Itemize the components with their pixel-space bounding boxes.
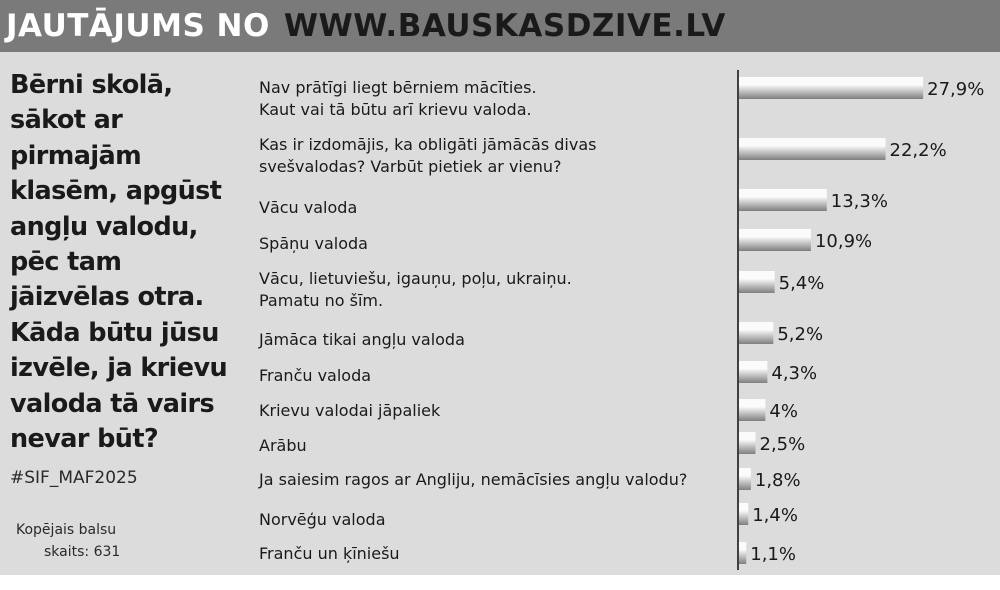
value-label-3: 13,3% xyxy=(830,191,888,212)
bar-8 xyxy=(739,399,765,421)
bar-1 xyxy=(739,77,923,99)
hashtag: #SIF_MAF2025 xyxy=(10,468,138,488)
bar-12 xyxy=(739,542,746,564)
option-label-line: Franču valoda xyxy=(259,366,372,385)
bar-10 xyxy=(739,468,751,490)
value-label-4: 10,9% xyxy=(814,231,873,252)
bar-3 xyxy=(739,189,827,211)
total-votes-label: Kopējais balsu xyxy=(16,522,117,538)
header-label: JAUTĀJUMS NO xyxy=(6,8,270,44)
option-label-line: Franču un ķīniešu xyxy=(259,544,400,563)
value-label-9: 2,5% xyxy=(759,434,806,455)
option-label-line: Kaut vai tā būtu arī krievu valoda. xyxy=(259,100,532,119)
option-label-line: Kas ir izdomājis, ka obligāti jāmācās divas xyxy=(259,135,597,154)
option-label-line: Nav prātīgi liegt bērniem mācīties. xyxy=(259,78,537,97)
option-label-line: Jāmāca tikai angļu valoda xyxy=(259,330,465,349)
question-text: Bērni skolā, sākot ar pirmajām klasēm, apgūst angļu valodu, pēc tam jāizvēlas otra. Kāda būtu jūsu izvēle, ja krievu valoda tā vairs nevar būt? xyxy=(10,70,228,455)
value-label-6: 5,2% xyxy=(777,324,824,345)
header-site-link[interactable]: WWW.BAUSKASDZIVE.LV xyxy=(283,8,726,44)
bar-5 xyxy=(739,271,775,293)
option-label-line: Pamatu no šīm. xyxy=(259,291,384,310)
value-label-12: 1,1% xyxy=(750,544,796,565)
bar-6 xyxy=(739,322,773,344)
bar-4 xyxy=(739,229,811,251)
bar-7 xyxy=(739,361,767,383)
option-label-line: Arābu xyxy=(259,436,307,455)
total-votes-count: skaits: 631 xyxy=(44,544,121,560)
value-label-10: 1,8% xyxy=(754,470,801,491)
bar-11 xyxy=(739,503,748,525)
option-label-line: Ja saiesim ragos ar Angliju, nemācīsies angļu valodu? xyxy=(259,470,688,489)
bar-9 xyxy=(739,432,756,454)
option-label-line: Vācu valoda xyxy=(259,198,358,217)
value-label-7: 4,3% xyxy=(771,363,818,384)
value-label-8: 4% xyxy=(769,401,798,422)
value-label-1: 27,9% xyxy=(927,79,985,100)
bar-2 xyxy=(739,138,886,160)
option-label-line: Krievu valodai jāpaliek xyxy=(259,401,441,420)
option-label-line: Spāņu valoda xyxy=(259,234,368,253)
option-label-line: svešvalodas? Varbūt pietiek ar vienu? xyxy=(259,157,562,176)
value-label-2: 22,2% xyxy=(889,140,947,161)
option-label-line: Vācu, lietuviešu, igauņu, poļu, ukraiņu. xyxy=(259,269,572,288)
option-label-line: Norvēģu valoda xyxy=(259,510,386,529)
value-label-5: 5,4% xyxy=(778,273,825,294)
value-label-11: 1,4% xyxy=(752,505,798,526)
